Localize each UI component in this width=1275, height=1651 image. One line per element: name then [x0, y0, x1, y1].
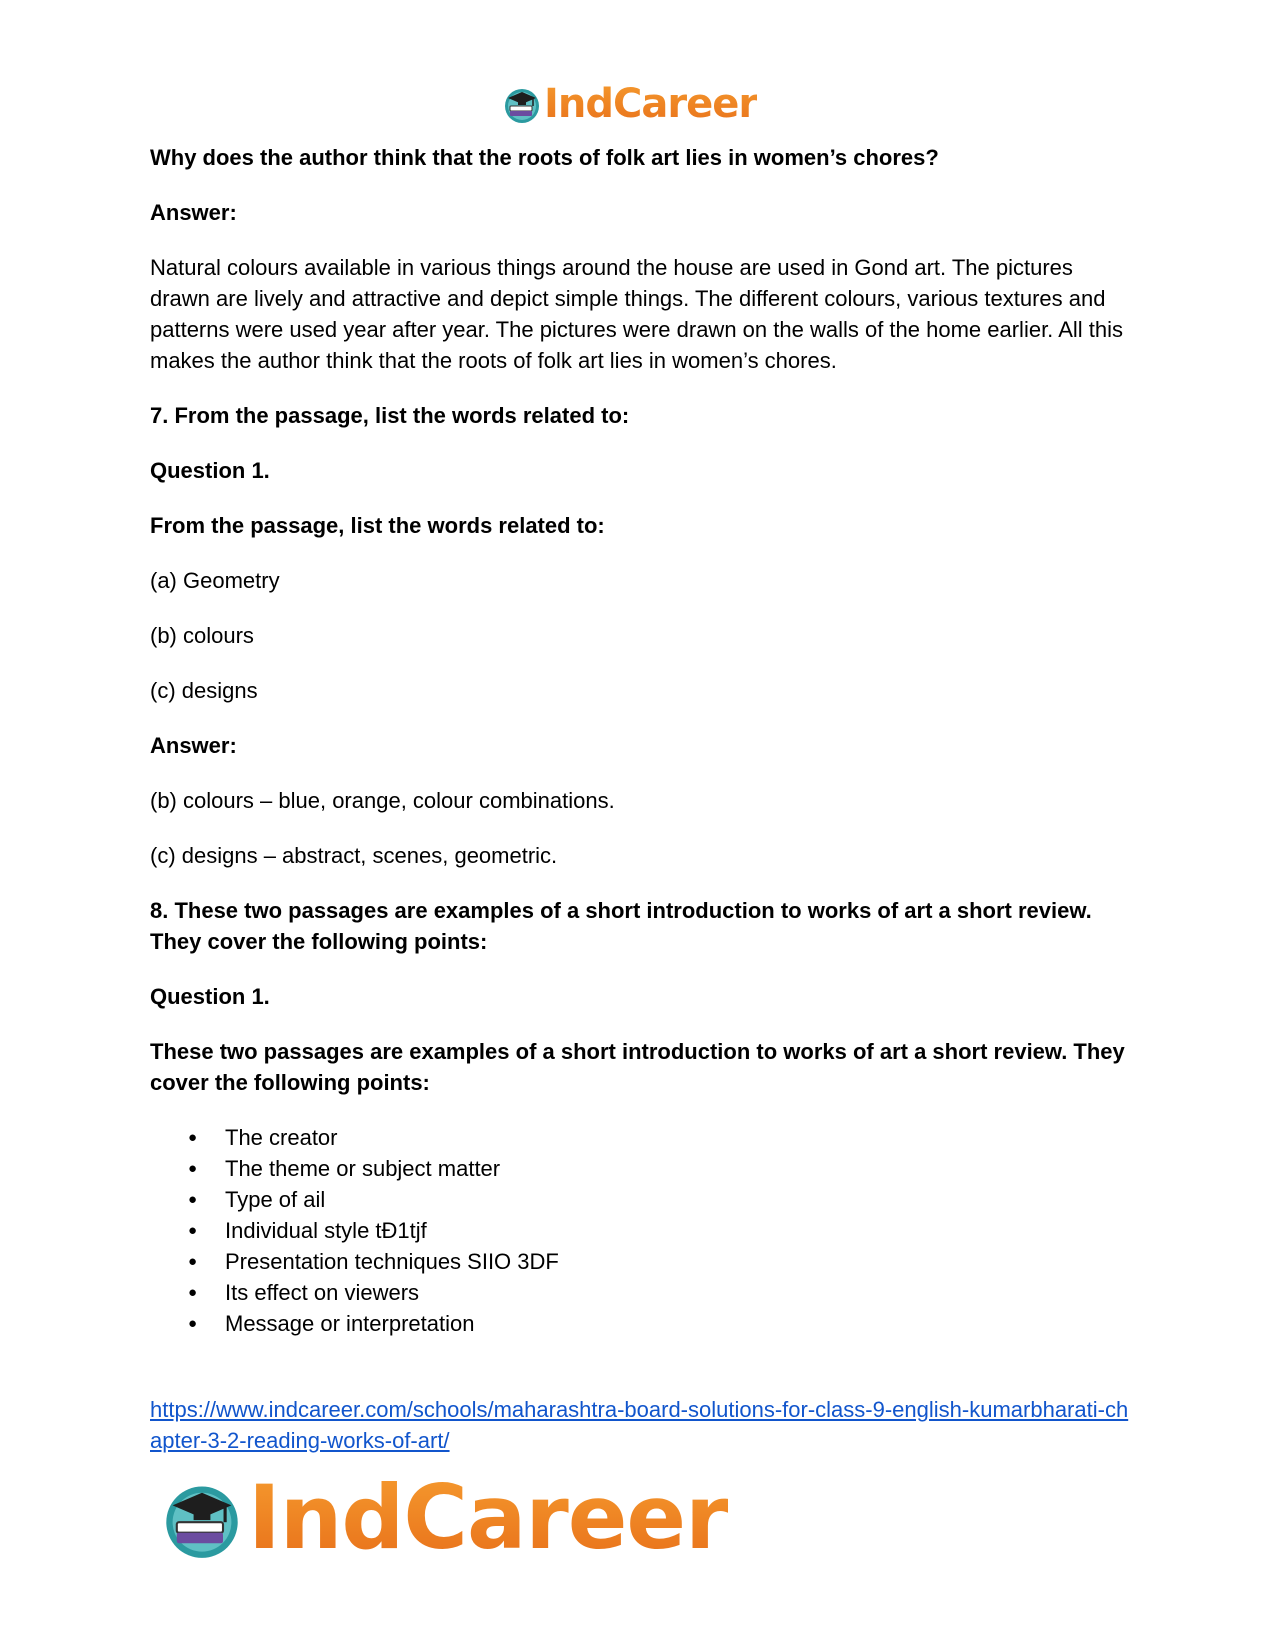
list-item: ● Type of ail — [225, 1184, 1130, 1215]
answer-colours: (b) colours – blue, orange, colour combinations. — [150, 788, 615, 813]
brand-name: IndCareer — [248, 1466, 728, 1569]
question-label: Question 1. — [150, 458, 270, 483]
points-list — [150, 1122, 1130, 1339]
option-a: (a) Geometry — [150, 568, 280, 593]
graduation-cap-book-icon — [502, 84, 542, 124]
list-item: ● The creator — [225, 1122, 1130, 1153]
list-item: ● Presentation techniques SIIO 3DF — [225, 1246, 1130, 1277]
list-item: ● Message or interpretation — [225, 1308, 1130, 1339]
answer-label: Answer: — [150, 200, 237, 225]
list-item: ● Individual style tĐ1tjf — [225, 1215, 1130, 1246]
question-text: From the passage, list the words related to: — [150, 513, 605, 538]
brand-name: IndCareer — [544, 81, 758, 127]
question-text: These two passages are examples of a short introduction to works of art a short review. They cover the following points: — [150, 1039, 1125, 1095]
graduation-cap-book-icon — [160, 1476, 244, 1560]
option-b: (b) colours — [150, 623, 254, 648]
document-content — [150, 142, 1130, 1339]
question-roots: Why does the author think that the roots of folk art lies in women’s chores? — [150, 145, 939, 170]
list-item: ● The theme or subject matter — [225, 1153, 1130, 1184]
section-heading-7: 7. From the passage, list the words related to: — [150, 403, 630, 428]
answer-roots: Natural colours available in various things around the house are used in Gond art. The pictures drawn are lively and attractive and depict simple things. The different colours, various textures and patterns were used year after year. The pictures were drawn on the walls of the home earlier. All this makes the author think that the roots of folk art lies in women’s chores. — [150, 255, 1123, 373]
list-item: ● Its effect on viewers — [225, 1277, 1130, 1308]
answer-designs: (c) designs – abstract, scenes, geometric. — [150, 843, 558, 868]
footer-logo — [160, 1466, 728, 1569]
source-link[interactable]: https://www.indcareer.com/schools/maharashtra-board-solutions-for-class-9-english-kumarbharati-chapter-3-2-reading-works-of-art/ — [150, 1397, 1129, 1453]
option-c: (c) designs — [150, 678, 258, 703]
header-logo — [502, 80, 757, 128]
question-label: Question 1. — [150, 984, 270, 1009]
answer-label: Answer: — [150, 733, 237, 758]
section-heading-8: 8. These two passages are examples of a short introduction to works of art a short review. They cover the following points: — [150, 898, 1092, 954]
